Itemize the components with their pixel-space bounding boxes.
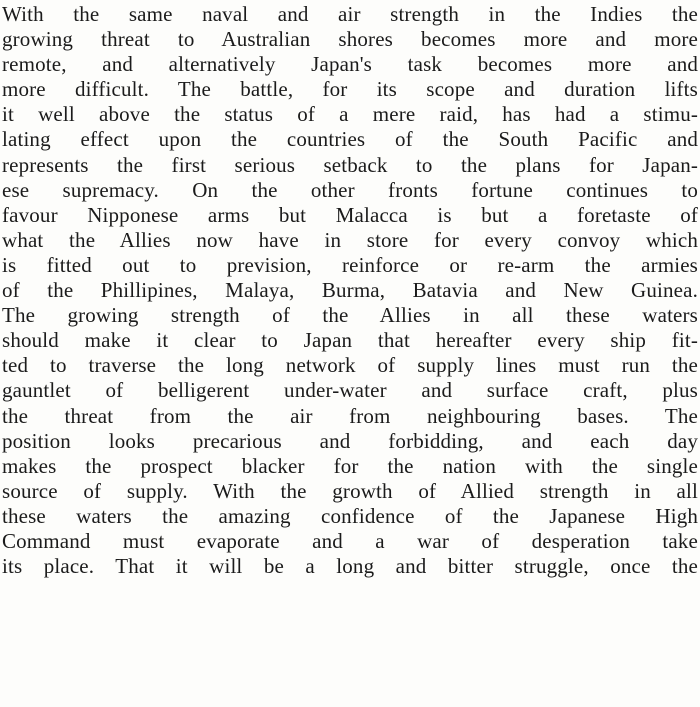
text-line-3: remote, and alternatively Japan's task becomes more and	[2, 52, 698, 77]
text-line-21: these waters the amazing confidence of the Japanese High	[2, 503, 698, 528]
text-line-17: the threat from the air from neighbouring bases. The	[2, 403, 698, 428]
text-line-5: it well above the status of a mere raid, has had a stimu-	[2, 102, 698, 127]
text-line-2: growing threat to Australian shores becomes more and more	[2, 27, 698, 52]
text-line-13: The growing strength of the Allies in all these waters	[2, 303, 698, 328]
text-line-10: what the Allies now have in store for every convoy which	[2, 227, 698, 252]
text-line-11: is fitted out to prevision, reinforce or re-arm the armies	[2, 252, 698, 277]
text-line-23: its place. That it will be a long and bitter struggle, once the	[2, 554, 698, 579]
text-line-6: lating effect upon the countries of the South Pacific and	[2, 127, 698, 152]
text-line-8: ese supremacy. On the other fronts fortune continues to	[2, 177, 698, 202]
text-line-15: ted to traverse the long network of supply lines must run the	[2, 353, 698, 378]
text-line-19: makes the prospect blacker for the nation with the single	[2, 453, 698, 478]
text-line-1: With the same naval and air strength in the Indies the	[2, 2, 698, 26]
text-line-18: position looks precarious and forbidding, and each day	[2, 428, 698, 453]
text-line-22: Command must evaporate and a war of desperation take	[2, 528, 698, 553]
text-line-9: favour Nipponese arms but Malacca is but a foretaste of	[2, 202, 698, 227]
text-line-7: represents the first serious setback to the plans for Japan-	[2, 152, 698, 177]
text-line-14: should make it clear to Japan that hereafter every ship fit-	[2, 328, 698, 353]
text-line-20: source of supply. With the growth of Allied strength in all	[2, 478, 698, 503]
article-paragraph	[2, 2, 698, 579]
text-line-4: more difficult. The battle, for its scope and duration lifts	[2, 77, 698, 102]
text-line-12: of the Phillipines, Malaya, Burma, Batavia and New Guinea.	[2, 278, 698, 303]
text-line-16: gauntlet of belligerent under-water and surface craft, plus	[2, 378, 698, 403]
